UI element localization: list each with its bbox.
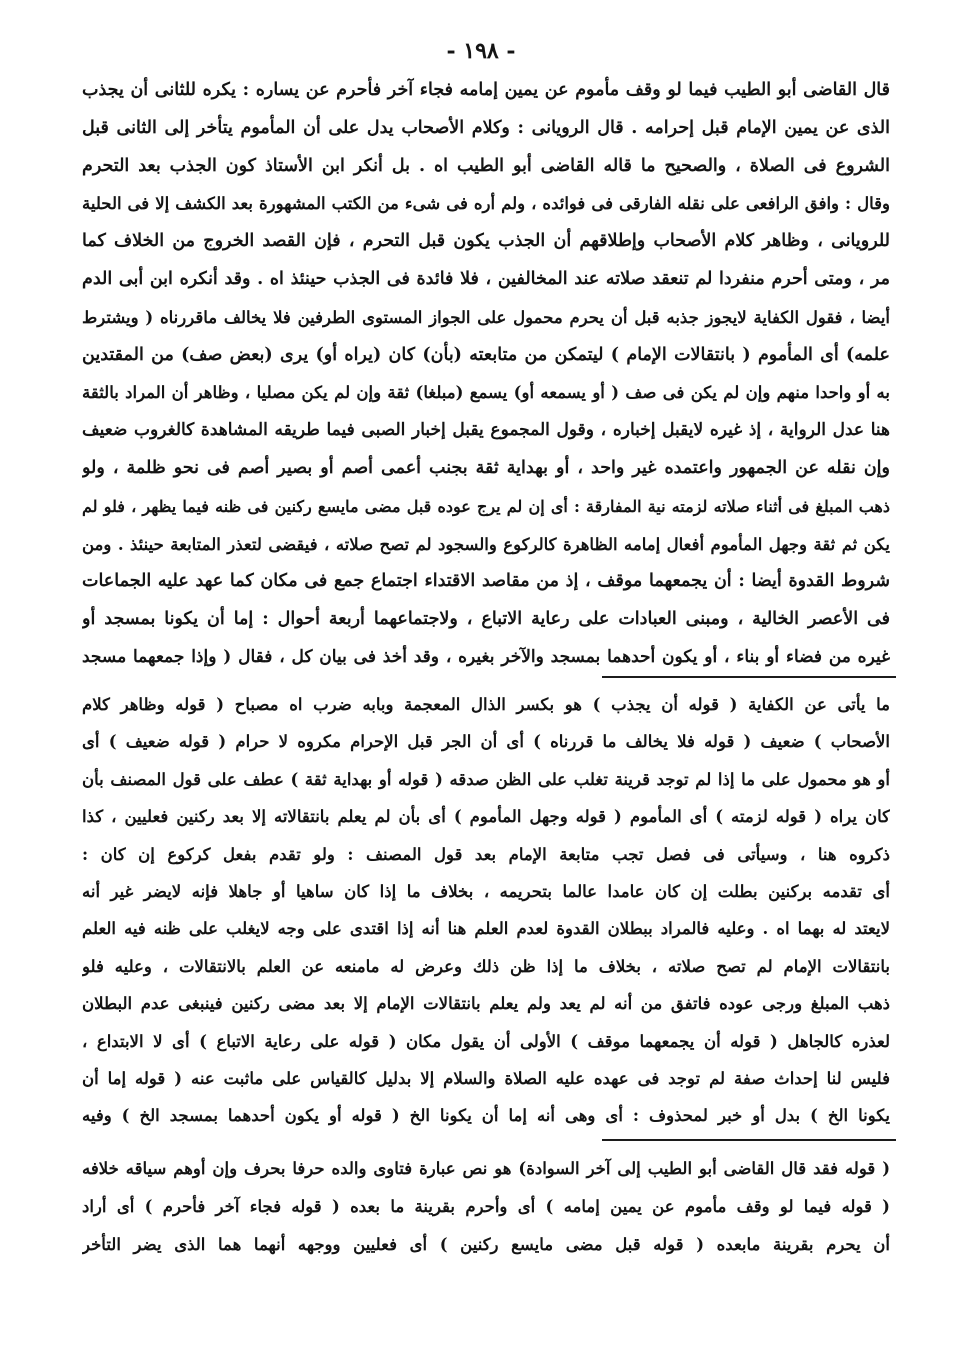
main-text-line: ذهب المبلغ فى أثناء صلاته لزمته نية المفارقة : أى إن لم يرج عوده قبل مضى مايسع ركنين فى ظنه فيما يظهر ، فلو لم: [82, 496, 890, 516]
commentary-line: ( قوله فقد قال القاضى أبو الطيب إلى آخر السوادة) هو نص عبارة فتاوى والده حرفا بحرف وإن أوهم سياقه خلافه: [82, 1159, 890, 1178]
commentary-first: [82, 686, 890, 1135]
commentary-line: أن يحرم بقرينة مابعده ( قوله قبل مضى مايسع ركنين ) أى فعليين ووجهه أنهما هما الذى يضر التأخر: [82, 1235, 890, 1254]
commentary-line: فليس لنا إحداث صفة لم توجد فى عهده عليه الصلاة والسلام إلا بدليل كالقياس على ماثبت عنه ( قوله إما أن: [82, 1068, 890, 1088]
main-text-line: وإن نقله عن الجمهور واعتمده غير واحد ، أو بهداية ثقة بجنب أعمى أصم أو بصير أصم فى نحو ظلمة ، ولو: [82, 457, 890, 478]
commentary-line: ما يأتى عن الكفاية ( قوله أن يجذب ) هو بكسر الذال المعجمة وبابه ضرب اه مصباح ( قوله وظاهر كلام: [82, 695, 890, 714]
commentary-line: الأصحاب ) ضعيف ( قوله فلا يخالف ما قررناه ) أى أن الجر قبل الإحرام مكروه لا حرام ( قوله ضعيف ) أى: [82, 732, 890, 752]
main-text-line: شروط القدوة أيضا : أن يجمعهما موقف ، إذ من مقاصد الاقتداء اجتماع جمع فى مكان كما عهد عليه الجماعات: [82, 571, 890, 592]
commentary-line: أو هو محمول على ما إذا لم توجد قرينة تغلب على الظن صدقه ( قوله أو بهداية ثقة ) عطف على قول المصنف بأن: [82, 769, 890, 789]
section-divider: [602, 676, 896, 678]
main-text-line: الشروع فى الصلاة ، والصحيح ما قاله القاضى أبو الطيب اه . بل أنكر ابن الأستاذ كون الجذب بعد التحرم: [82, 155, 890, 176]
main-text-line: أيضا ، فقول الكفاية لايجوز جذبه قبل أن يحرم محمول على الجواز المستوى الطرفين فلا يخالف ماقررناه ( ويشترط: [82, 307, 890, 327]
main-text: [82, 72, 890, 677]
main-text-line: به أو واحدا منهم وإن لم يكن فى صف ( أو يسمعه أو) يسمع (مبلغا) ثقة وإن لم يكن مصليا ، وظاهر أن المراد بالثقة: [82, 383, 890, 403]
main-text-line: الذى عن يمين الإمام قبل إحرامه . قال الرويانى : وكلام الأصحاب يدل على أن المأموم يتأخر إلى الثانى قبل: [82, 117, 890, 138]
commentary-line: لعذره كالجاهل ( قوله أن يجمعهما موقف ) الأولى أن يقول مكان ( قوله على رعاية الاتباع ) أى لا الابتداع ،: [82, 1031, 890, 1051]
commentary-line: ذكروه هنا ، وسيأتى فى فصل تجب متابعة الإمام بعد قول المصنف : ولو تقدم بفعل كركوع إن كان :: [82, 844, 890, 864]
main-text-line: فى الأعصر الخالية ، ومبنى العبادات على رعاية الاتباع ، ولاجتماعهما أربعة أحوال : إما أن يكونا بمسجد أو: [82, 609, 890, 630]
main-text-line: قال القاضى أبو الطيب فيما لو وقف مأموم عن يمين إمامه فجاء آخر فأحرم عن يساره : يكره للثانى أن يجذب: [82, 80, 890, 100]
commentary-line: كان يراه ( قوله لزمته ) أى المأموم ( قوله وجهل المأموم ) أى بأن لم يعلم بانتقالاته إلا بعد ركنين فعليين ، كذا: [82, 807, 890, 827]
main-text-line: للرويانى ، وظاهر كلام الأصحاب وإطلاقهم أن الجذب يكون قبل التحرم ، فإن القصد الخروج من الخلاف كما: [82, 231, 890, 252]
section-divider: [602, 1139, 896, 1141]
main-text-line: وقال : وافق الرافعى على نقله الفارقى فى فوائده ، ولم أره فى شىء من الكتب المشهورة بعد الكشف إلا فى الحلية: [82, 194, 890, 214]
commentary-line: لايعتد له بهما اه . وعليه فالمراد ببطلان القدوة لعدم العلم هنا أنه إذا اقتدى على وجه لايغلب على ظنه فيه العلم: [82, 919, 890, 939]
main-text-line: يكن ثم ثقة وجهل المأموم أفعال إمامه الظاهرة كالركوع والسجود لم تصح صلاته ، فيقضى لتعذر المتابعة حينئذ . ومن: [82, 534, 890, 554]
commentary-line: أى تقدمه بركنين بطلت إن كان عامدا عالما بتحريمه ، بخلاف ما إذا كان ساهيا أو جاهلا فإنه لايضر غير أنه: [82, 881, 890, 901]
commentary-second: [82, 1150, 890, 1264]
main-text-line: هنا عدل الرواية ، إذ غيره لايقبل إخباره ، وقول المجموع يقبل إخبار الصبى فيما طريقه المشاهدة كالغروب ضعيف: [82, 420, 890, 441]
commentary-line: يكونا الخ ) بدل أو خبر لمحذوف : أى وهى أنه إما أن يكونا الخ ( قوله أو يكون أحدهما بمسجد الخ ) وفيه: [82, 1106, 890, 1126]
commentary-line: ذهب المبلغ ورجى عوده فاتفق من أنه لم يعد ولم يعلم بانتقالات الإمام إلا بعد مضى ركنين فينبغى عدم البطلان: [82, 994, 890, 1014]
commentary-line: بانتقالات الإمام لم تصح صلاته ، بخلاف ما إذا ظن ذلك وعرض له مامنعه عن العلم بالانتقالات ، وعليه فلو: [82, 956, 890, 976]
main-text-line: غيره من فضاء أو بناء ، أو يكون أحدهما بمسجد والآخر بغيره ، وقد أخذ فى بيان كل ، فقال ( وإذا جمعهما مسجد: [82, 646, 890, 667]
page-number: - ١٩٨ -: [446, 38, 516, 64]
main-text-line: مر ، ومتى أحرم منفردا لم تنعقد صلاته عند المخالفين ، فلا فائدة فى الجذب حينئذ اه . وقد أنكره ابن أبى الدم: [82, 268, 890, 289]
commentary-line: ( قوله فيما لو وقف مأموم عن يمين إمامه ) أى وأحرم بقرينة ما بعده ( قوله فجاء آخر فأحرم ) أى أراد: [82, 1197, 890, 1216]
main-text-line: علمه) أى المأموم ( بانتقالات الإمام ) ليتمكن من متابعته (بأن) كان (يراه أو) يرى (بعض صف) من المقتدين: [82, 344, 890, 365]
